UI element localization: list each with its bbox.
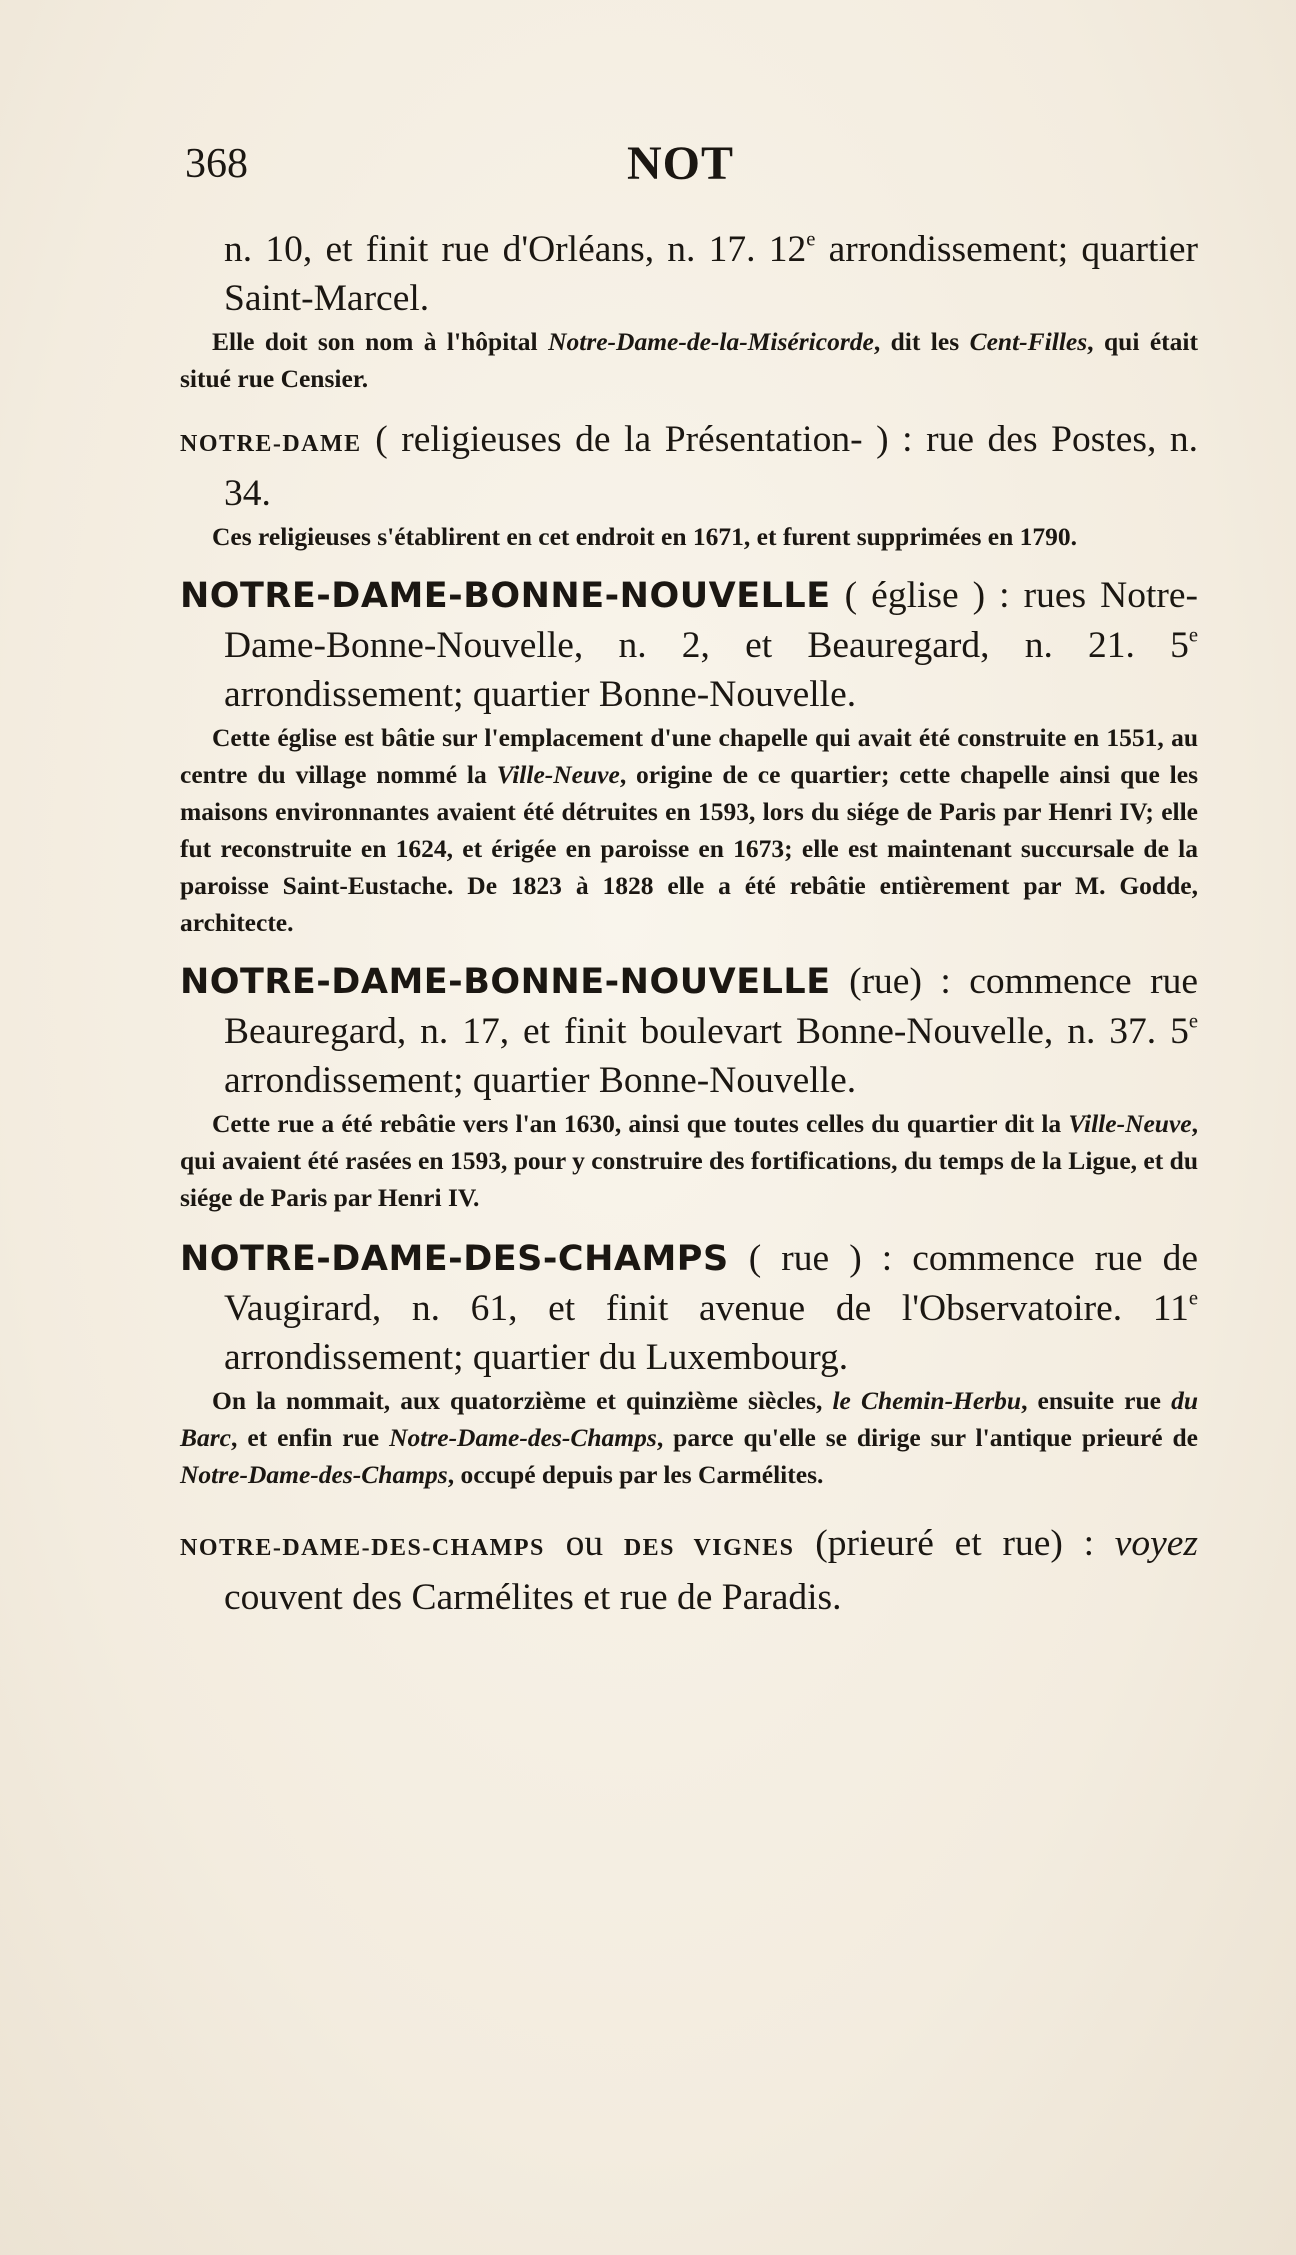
page-number: 368 xyxy=(185,141,248,187)
entry-continuation-text: n. 10, et finit rue d'Orléans, n. 17. 12e arrondissement; quartier Saint-Marcel. xyxy=(224,228,1198,319)
entry-heading: NOTRE-DAME-DES-CHAMPS xyxy=(180,1239,729,1279)
entry-notre-dame-presentation: NOTRE-DAME ( religieuses de la Présentation- ) : rue des Postes, n. 34. xyxy=(180,419,1198,514)
entry-note: Ces religieuses s'établirent en cet endroit en 1671, et furent supprimées en 1790. xyxy=(212,522,1078,551)
page-content xyxy=(180,225,1198,1622)
running-head: NOT xyxy=(627,137,735,190)
entry-note: On la nommait, aux quatorzième et quinzième siècles, le Chemin-Herbu, ensuite rue du Barc, et enfin rue Notre-Dame-des-Champs, parce qu'elle se dirige sur l'antique prieuré de Notre-Dame-des-Champs, occupé depuis par les Carmélites. xyxy=(180,1386,1199,1489)
entry-des-champs-prieure: NOTRE-DAME-DES-CHAMPS ou DES VIGNES (prieuré et rue) : voyez couvent des Carmélites et rue de Paradis. xyxy=(180,1523,1199,1618)
entry-heading: NOTRE-DAME xyxy=(180,431,362,457)
entry-heading: NOTRE-DAME-DES-CHAMPS xyxy=(180,1535,545,1561)
entry-continuation-note: Elle doit son nom à l'hôpital Notre-Dame-de-la-Miséricorde, dit les Cent-Filles, qui était situé rue Censier. xyxy=(180,327,1198,393)
entry-bonne-nouvelle-eglise: NOTRE-DAME-BONNE-NOUVELLE ( église ) : rues Notre-Dame-Bonne-Nouvelle, n. 2, et Beauregard, n. 21. 5e arrondissement; quartier Bonne-Nouvelle. xyxy=(180,575,1198,715)
entry-heading: NOTRE-DAME-BONNE-NOUVELLE xyxy=(180,576,831,616)
entry-bonne-nouvelle-rue: NOTRE-DAME-BONNE-NOUVELLE (rue) : commence rue Beauregard, n. 17, et finit boulevart Bonne-Nouvelle, n. 37. 5e arrondissement; quartier Bonne-Nouvelle. xyxy=(180,961,1198,1101)
entry-des-champs-rue: NOTRE-DAME-DES-CHAMPS ( rue ) : commence rue de Vaugirard, n. 61, et finit avenue de l'Observatoire. 11e arrondissement; quartier du Luxembourg. xyxy=(180,1238,1198,1378)
entry-heading-alt: DES VIGNES xyxy=(623,1535,795,1561)
page-header xyxy=(185,137,1185,200)
entry-note: Cette rue a été rebâtie vers l'an 1630, ainsi que toutes celles du quartier dit la Ville-Neuve, qui avaient été rasées en 1593, pour y construire des fortifications, du temps de la Ligue, et du siége de Paris par Henri IV. xyxy=(180,1109,1198,1212)
entry-heading: NOTRE-DAME-BONNE-NOUVELLE xyxy=(180,962,831,1002)
entry-note: Cette église est bâtie sur l'emplacement d'une chapelle qui avait été construite en 1551, au centre du village nommé la Ville-Neuve, origine de ce quartier; cette chapelle ainsi que les maisons environnantes avaient été détruites en 1593, lors du siége de Paris par Henri IV; elle fut reconstruite en 1624, et érigée en paroisse en 1673; elle est maintenant succursale de la paroisse Saint-Eustache. De 1823 à 1828 elle a été rebâtie entièrement par M. Godde, architecte. xyxy=(180,723,1198,937)
